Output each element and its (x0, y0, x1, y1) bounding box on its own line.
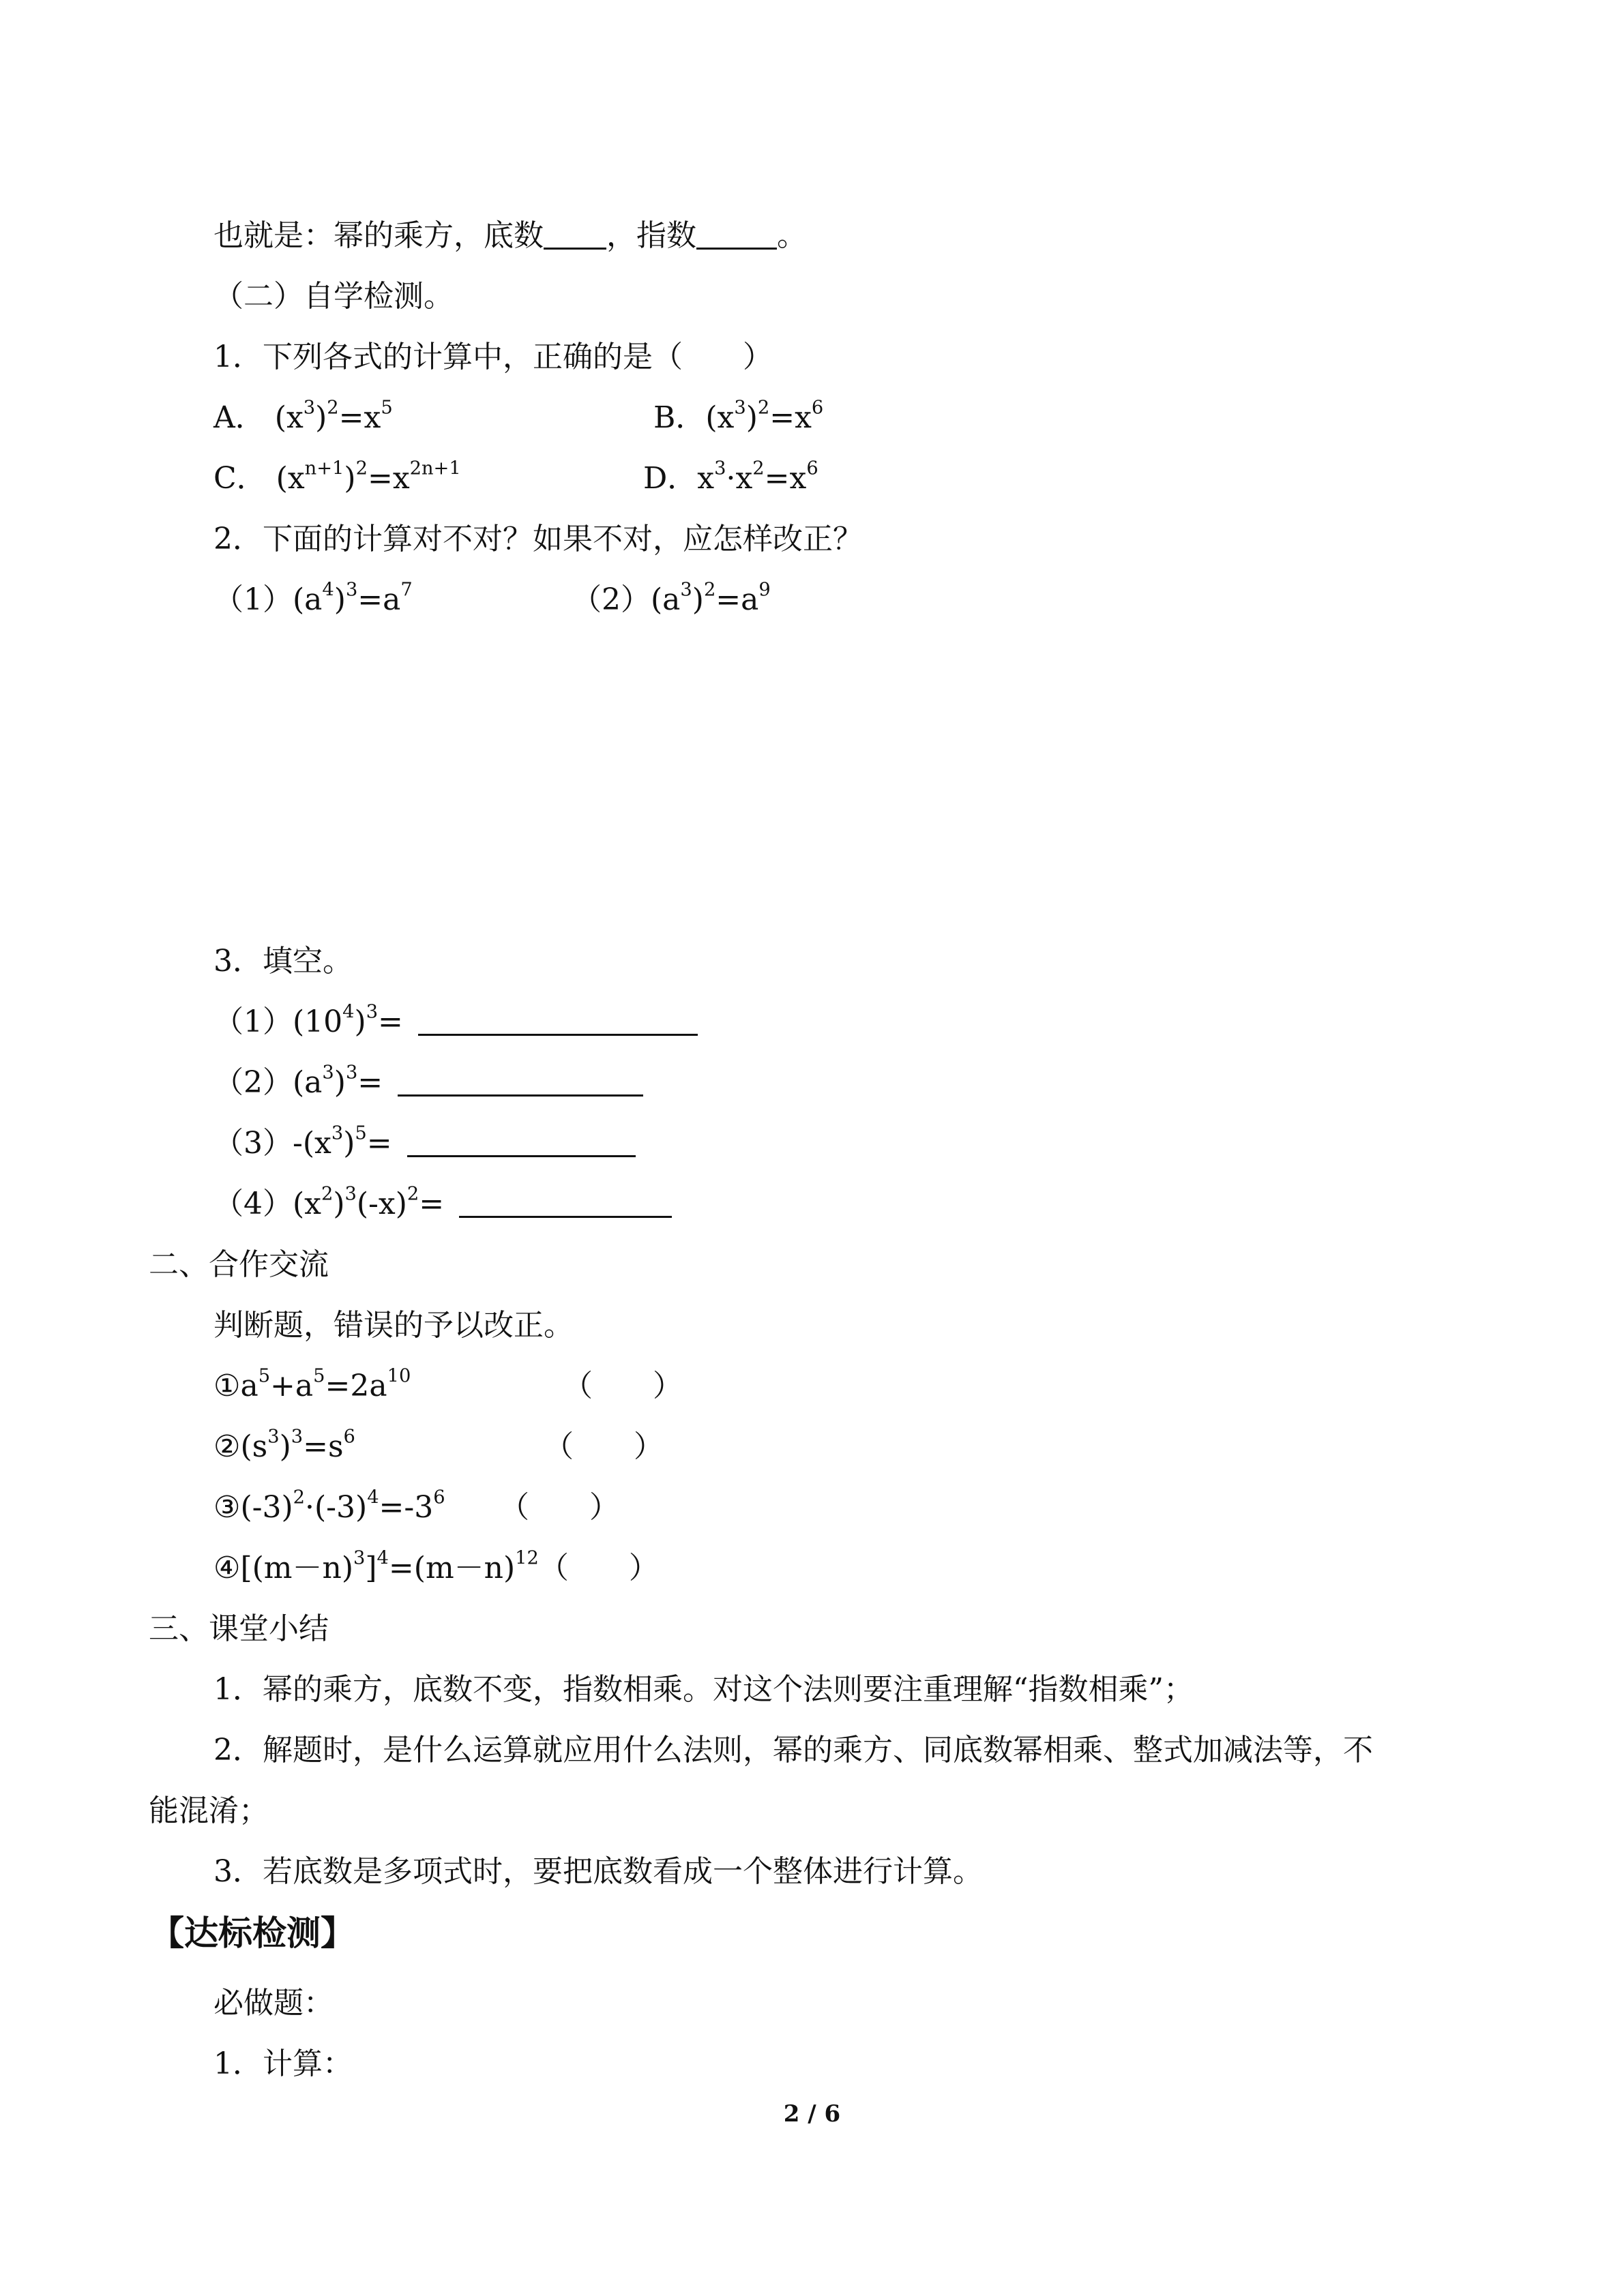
q1-stem: 1．下列各式的计算中，正确的是（ ） (213, 340, 773, 374)
judge-item-2-paren[interactable]: （ ） (544, 1429, 664, 1464)
q2-part-2-expr: $(a^3)^2=a^9$ (651, 579, 771, 617)
q1-option-c (213, 458, 461, 499)
q1-option-d-label: D． (643, 461, 698, 496)
judge-item-2-expr: $②(s^3)^3=s^6$ (213, 1426, 355, 1464)
summary-item-1: 1．幂的乘方，底数不变，指数相乘。对这个法则要注重理解“指数相乘”； (213, 1672, 1194, 1707)
judge-item-3-expr: $③(-3)^2\cdot(-3)^4=-3^6$ (213, 1487, 445, 1525)
q1-option-a-label: A． (213, 400, 265, 435)
cooperation-heading: 二、合作交流 (149, 1247, 329, 1282)
judge-item-2 (213, 1427, 355, 1467)
q2-stem: 2．下面的计算对不对？如果不对，应怎样改正？ (213, 522, 863, 556)
self-test-heading: （二）自学检测。 (213, 279, 454, 314)
q1-option-a (213, 398, 393, 438)
judge-item-1-paren[interactable]: （ ） (563, 1369, 683, 1403)
q1-option-b-label: B． (653, 400, 706, 435)
q3-part-2-expr: $(a^3)^3=$ (293, 1062, 383, 1100)
q2-part-2 (572, 580, 771, 621)
intro-line (213, 215, 807, 256)
q3-part-2 (213, 1062, 643, 1103)
judge-item-1 (213, 1366, 411, 1407)
standard-test-item-1: 1．计算： (213, 2046, 353, 2081)
required-label: 必做题： (213, 1986, 334, 2021)
intro-text-b: ，指数 (606, 218, 696, 253)
q3-part-4 (213, 1184, 672, 1225)
judge-item-4 (213, 1548, 659, 1589)
q1-option-b (653, 398, 823, 438)
summary-item-2-line-1: 2．解题时，是什么运算就应用什么法则，幂的乘方、同底数幂相乘、整式加减法等，不 (213, 1733, 1373, 1768)
judge-item-4-expr: $④[(m-n)^3]^4=(m-n)^{12}$ (213, 1547, 539, 1585)
q3-part-3-blank[interactable] (407, 1125, 636, 1157)
blank-exponent[interactable] (696, 218, 777, 250)
q2-part-1-expr: $(a^4)^3=a^7$ (293, 579, 413, 617)
q1-option-b-expr: $(x^3)^2=x^6$ (705, 397, 824, 435)
q1-option-c-label: C． (213, 461, 267, 496)
judge-item-4-paren[interactable]: （ ） (538, 1551, 659, 1585)
page-number: 2 / 6 (783, 2100, 841, 2128)
cooperation-instruction: 判断题，错误的予以改正。 (213, 1308, 574, 1343)
intro-text-a: 也就是：幂的乘方，底数 (213, 218, 544, 253)
q3-part-2-blank[interactable] (398, 1064, 643, 1097)
q3-part-4-label: （4） (213, 1187, 293, 1221)
summary-heading: 三、课堂小结 (149, 1611, 329, 1646)
q3-part-1 (213, 1002, 698, 1043)
q3-part-4-expr: $(x^2)^3(-x)^2=$ (293, 1183, 445, 1221)
intro-text-c: 。 (777, 218, 807, 253)
judge-item-1-expr: $①a^5+a^5=2a^{10}$ (213, 1365, 411, 1403)
q1-option-d (643, 458, 818, 499)
q2-part-2-label: （2） (572, 582, 651, 617)
judge-item-3 (213, 1487, 445, 1528)
q1-option-a-expr: $(x^3)^2=x^5$ (274, 397, 393, 435)
summary-item-2-line-2: 能混淆； (149, 1793, 269, 1828)
judge-item-3-paren[interactable]: （ ） (499, 1490, 619, 1525)
q2-part-1 (213, 580, 413, 621)
q3-part-4-blank[interactable] (459, 1186, 672, 1218)
q3-part-3-label: （3） (213, 1126, 293, 1161)
q3-part-1-expr: $(10^4)^3=$ (293, 1001, 403, 1039)
standard-test-heading: 【达标检测】 (150, 1913, 355, 1953)
q3-part-2-label: （2） (213, 1065, 293, 1100)
q3-part-1-label: （1） (213, 1004, 293, 1039)
q3-stem: 3．填空。 (213, 944, 353, 979)
q3-part-3 (213, 1123, 636, 1164)
q2-part-1-label: （1） (213, 582, 293, 617)
blank-base[interactable] (544, 218, 606, 250)
q1-option-c-expr: $(x^{n+1})^2=x^{2n+1}$ (276, 458, 461, 496)
summary-item-3: 3．若底数是多项式时，要把底数看成一个整体进行计算。 (213, 1854, 983, 1889)
q1-option-d-expr: $x^3\cdot x^2=x^6$ (697, 458, 818, 496)
q3-part-1-blank[interactable] (418, 1004, 698, 1036)
q3-part-3-expr: $-(x^3)^5=$ (293, 1122, 392, 1161)
